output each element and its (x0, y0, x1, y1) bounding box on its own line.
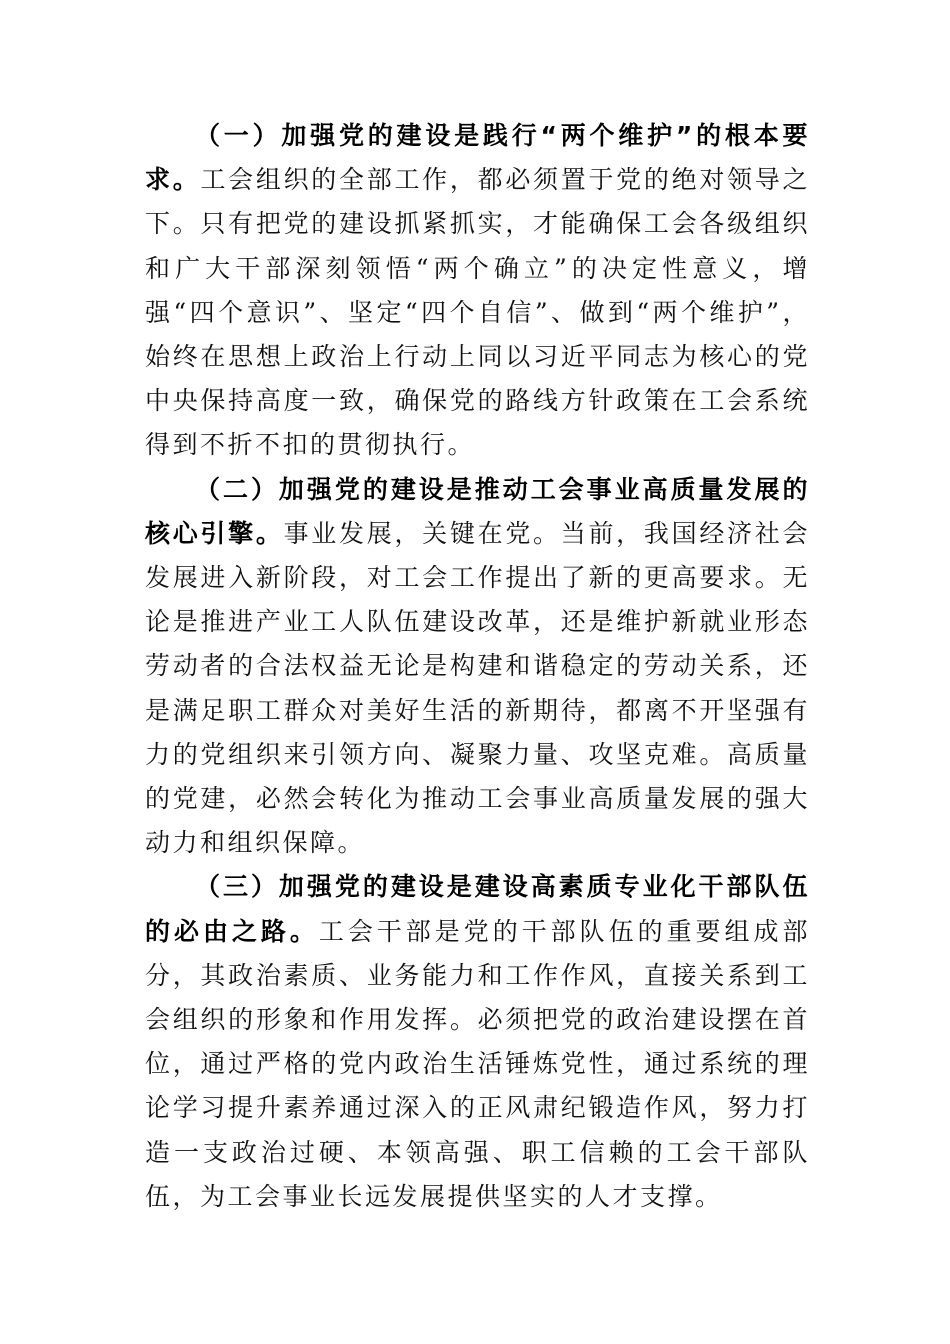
paragraph-3 (145, 865, 810, 1219)
paragraph-1 (145, 114, 810, 468)
paragraph-3-text: 工会干部是党的干部队伍的重要组成部分，其政治素质、业务能力和工作作风，直接关系到工会组织的形象和作用发挥。必须把党的政治建设摆在首位，通过严格的党内政治生活锤炼党性，通过系统的理论学习提升素养通过深入的正风肃纪锻造作风，努力打造一支政治过硬、本领高强、职工信赖的工会干部队伍，为工会事业长远发展提供坚实的人才支撑。 (145, 916, 810, 1211)
document-body (145, 114, 810, 1219)
paragraph-2-heading: （二）加强党的建设是推动工会事业高质量发展的核心引擎。 (145, 474, 810, 548)
paragraph-2 (145, 468, 810, 866)
paragraph-1-heading: （一）加强党的建设是践行“两个维护”的根本要求。 (145, 121, 810, 195)
paragraph-2-text: 事业发展，关键在党。当前，我国经济社会发展进入新阶段，对工会工作提出了新的更高要求。无论是推进产业工人队伍建设改革，还是维护新就业形态劳动者的合法权益无论是构建和谐稳定的劳动关系，还是满足职工群众对美好生活的新期待，都离不开坚强有力的党组织来引领方向、凝聚力量、攻坚克难。高质量的党建，必然会转化为推动工会事业高质量发展的强大动力和组织保障。 (145, 518, 810, 858)
paragraph-3-heading: （三）加强党的建设是建设高素质专业化干部队伍的必由之路。 (145, 872, 810, 946)
paragraph-1-text: 工会组织的全部工作，都必须置于党的绝对领导之下。只有把党的建设抓紧抓实，才能确保工会各级组织和广大干部深刻领悟“两个确立”的决定性意义，增强“四个意识”、坚定“四个自信”、做到“两个维护”，始终在思想上政治上行动上同以习近平同志为核心的党中央保持高度一致，确保党的路线方针政策在工会系统得到不折不扣的贯彻执行。 (145, 165, 810, 460)
